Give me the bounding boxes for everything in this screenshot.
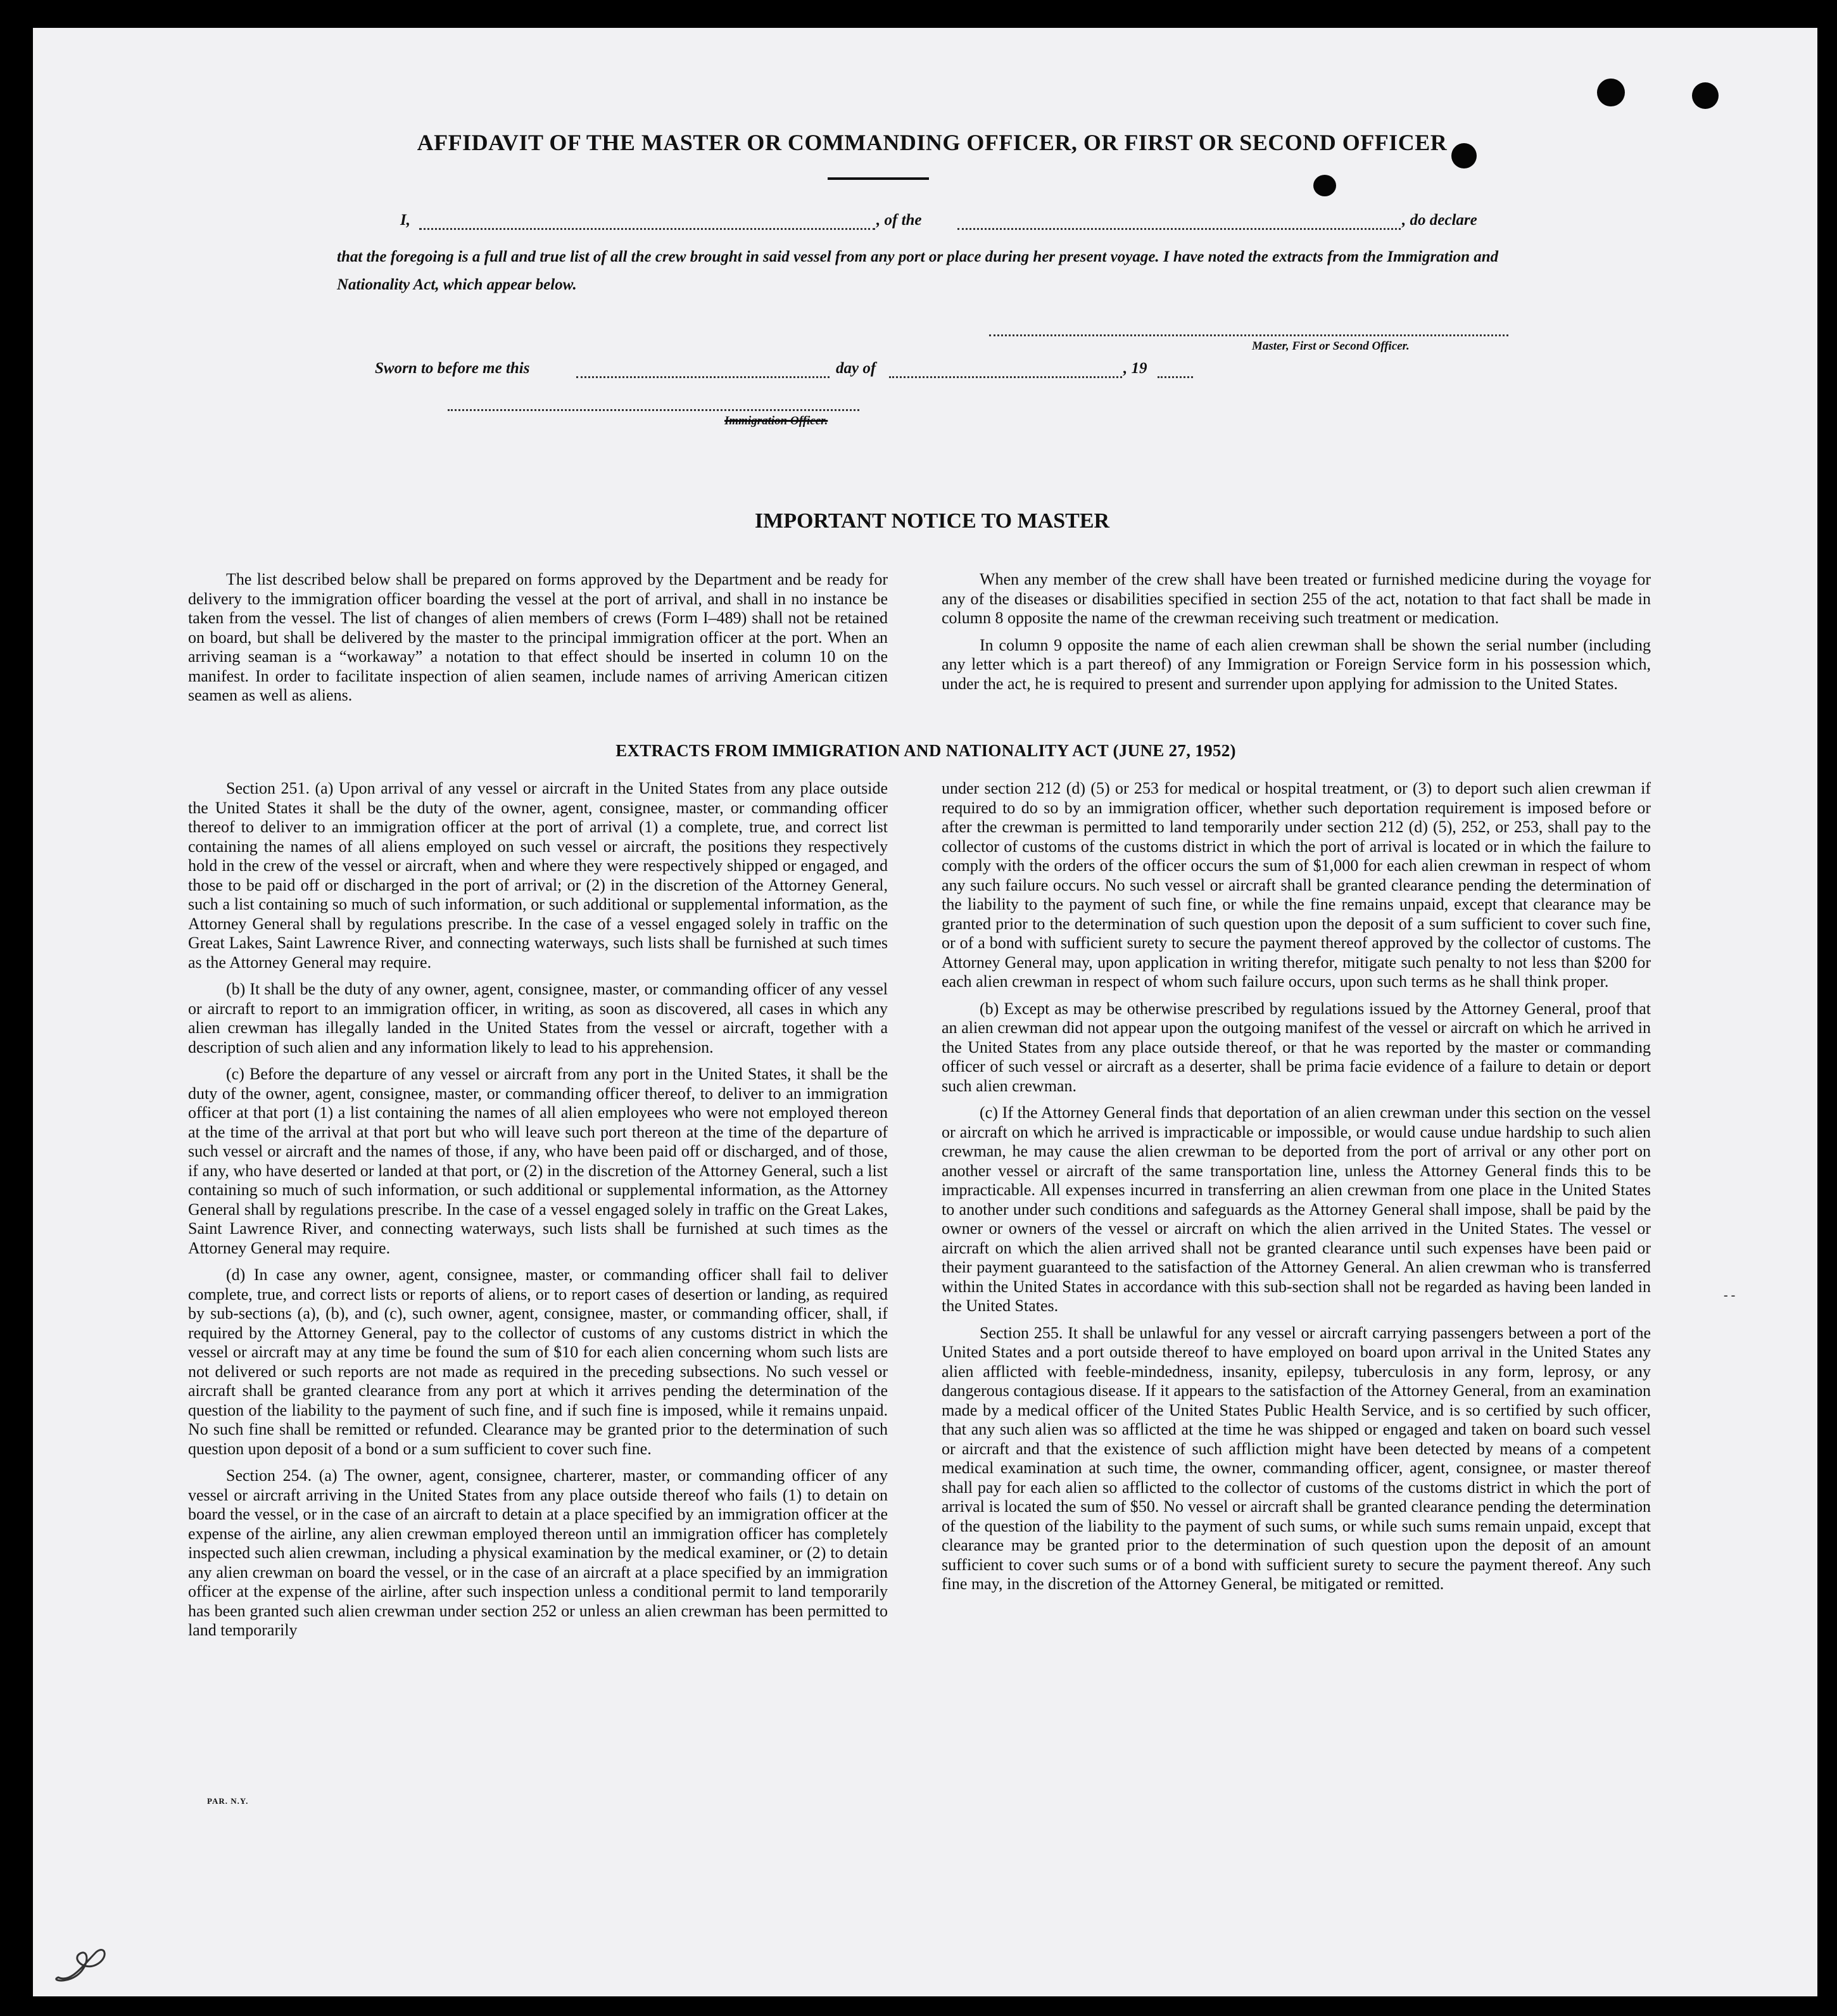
master-signature-line[interactable] — [989, 334, 1508, 336]
extract-paragraph: (c) If the Attorney General finds that deportation of an alien crewman under this section on the vessel or aircraft on which he arrived is impracticable or impossible, or would cause undue hardship to such alien crewman, he may cause the alien crewman to be deported from the port of arrival or any other port on another vessel or aircraft of the same transportation line, unless the Attorney General finds this to be impracticable. All expenses incurred in transferring an alien crewman from one place in the United States to another under such conditions and safeguards as the Attorney General shall impose, shall be paid by the owner or owners of the vessel or aircraft on which the alien arrived in the United States. The vessel or aircraft on which the alien arrived shall not be granted clearance until such expenses have been paid or their payment guaranteed to the satisfaction of the Attorney General. An alien crewman who is transferred within the United States in accordance with this sub-section shall not be regarded as having been landed in the United States. — [942, 1103, 1651, 1315]
document-page — [33, 28, 1817, 1996]
declaration-prefix: I, — [400, 212, 410, 229]
punch-hole-4 — [1313, 175, 1336, 196]
extract-paragraph: Section 254. (a) The owner, agent, consignee, charterer, master, or commanding officer of any vessel or aircraft arriving in the United States from any place outside thereof who fails (1) to detain on board the vessel, or in the case of an aircraft to detain at a place specified by an immigration officer at the expense of the airline, any alien crewman employed thereon until an immigration officer has completely inspected such alien crewman, including a physical examination by the medical examiner, or (2) to detain any alien crewman on board the vessel, or in the case of an aircraft at a place specified by an immigration officer at the expense of the airline, after such inspection unless a conditional permit to land temporarily has been granted such alien crewman under section 252 or unless an alien crewman has been permitted to land temporarily — [188, 1466, 888, 1639]
punch-hole-1 — [1597, 79, 1625, 106]
sworn-month-blank[interactable] — [889, 376, 1122, 378]
extract-paragraph: Section 255. It shall be unlawful for any vessel or aircraft carrying passengers between a port of the United States and a port outside thereof to have employed on board upon arrival in the United States any alien afflicted with feeble-mindedness, insanity, epilepsy, tuberculosis in any form, leprosy, or any dangerous contagious disease. If it appears to the satisfaction of the Attorney General, from an examination made by a medical officer of the United States Public Health Service, and is so certified by such officer, that any such alien was so afflicted at the time he was shipped or engaged and taken on board such vessel or aircraft and that the existence of such affliction might have been detected by means of a competent medical examination at such time, the owner, commanding officer, agent, consignee, or master thereof shall pay for each alien so afflicted to the collector of customs of the customs district in which the port of arrival is located the sum of $50. No vessel or aircraft shall be granted clearance pending the determination of the question of the liability to the payment of such sums, or while such sums remain unpaid, except that clearance may be granted prior to the determination of such question upon the deposit of an amount sufficient to cover such sums or of a bond with sufficient surety to secure the payment thereof. Any such fine may, in the discretion of the Attorney General, be mitigated or remitted. — [942, 1323, 1651, 1593]
sworn-prefix: Sworn to before me this — [375, 360, 530, 377]
notice-right-paragraph: In column 9 opposite the name of each alien crewman shall be shown the serial number (including any letter which is a part thereof) of any Immigration or Foreign Service form in his possession which, under the act, he is required to present and surrender upon applying for admission to the United States. — [942, 635, 1651, 693]
officer-signature-line[interactable] — [448, 409, 859, 411]
extract-paragraph: (b) It shall be the duty of any owner, agent, consignee, master, or commanding officer of any vessel or aircraft to report to an immigration officer, in writing, as soon as discovered, all cases in which any alien crewman has illegally landed in the United States from the vessel or aircraft, together with a description of such alien and any information likely to lead to his apprehension. — [188, 980, 888, 1056]
printer-mark: PAR. N.Y. — [207, 1796, 249, 1806]
affidavit-title: AFFIDAVIT OF THE MASTER OR COMMANDING OFFICER, OR FIRST OR SECOND OFFICER — [417, 130, 1448, 155]
title-rule — [828, 177, 929, 180]
extract-paragraph: (b) Except as may be otherwise prescribed by regulations issued by the Attorney General, proof that an alien crewman did not appear upon the outgoing manifest of the vessel or aircraft on which he arrived in the United States from any place outside thereof, or that he was reported by the master or commanding officer of such vessel or aircraft as a deserter, shall be prima facie evidence of a failure to detain or deport such alien crewman. — [942, 999, 1651, 1095]
extract-paragraph: under section 212 (d) (5) or 253 for medical or hospital treatment, or (3) to deport such alien crewman if required to do so by an immigration officer, whether such deportation requirement is imposed before or after the crewman is permitted to land temporarily under section 212 (d) (5), 252, or 253, shall pay to the collector of customs of the customs district in which the port of arrival is located or in which the failure to comply with the orders of the officer occurs the sum of $1,000 for each alien crewman in respect of whom any such failure occurs. No such vessel or aircraft shall be granted clearance pending the determination of the liability to the payment of such fine, or while the fine remains unpaid, except that clearance may be granted prior to the determination of such question upon the deposit of a sum sufficient to cover such fine, or of a bond with sufficient surety to secure the payment thereof approved by the collector of customs. The Attorney General may, upon application in writing therefor, mitigate such penalty to not less than $200 for each alien crewman in respect of whom such failure occurs, upon such terms as he shall think proper. — [942, 779, 1651, 991]
notice-right-column — [942, 570, 1651, 701]
notice-title: IMPORTANT NOTICE TO MASTER — [754, 509, 1110, 533]
margin-tick-mark: - - — [1724, 1288, 1736, 1302]
extracts-left-column — [188, 779, 888, 1648]
of-the-label: , of the — [876, 212, 922, 229]
handwritten-mark — [46, 1939, 115, 1990]
name-blank[interactable] — [419, 228, 875, 230]
do-declare-label: , do declare — [1402, 212, 1477, 229]
sworn-line — [375, 360, 1261, 388]
punch-hole-2 — [1692, 82, 1719, 109]
sworn-year-blank[interactable] — [1158, 376, 1193, 378]
year-prefix: , 19 — [1123, 360, 1147, 377]
extract-paragraph: Section 251. (a) Upon arrival of any vessel or aircraft in the United States from any place outside the United States it shall be the duty of the owner, agent, consignee, master, or commanding officer thereof to deliver to an immigration officer at the port of arrival (1) a complete, true, and correct list containing the names of all aliens employed on such vessel or aircraft, the positions they respectively hold in the crew of the vessel or aircraft, when and where they were respectively shipped or engaged, and those to be paid off or discharged in the port of arrival; or (2) in the discretion of the Attorney General, such a list containing so much of such information, or such additional or supplemental information, as the Attorney General shall by regulations prescribe. In the case of a vessel engaged solely in traffic on the Great Lakes, Saint Lawrence River, and connecting waterways, such lists shall be furnished at such times as the Attorney General may require. — [188, 779, 888, 972]
declaration-line — [400, 212, 1515, 239]
declaration-body: that the foregoing is a full and true list of all the crew brought in said vessel from any port or place during her present voyage. I have noted the extracts from the Immigration and Nationality Act, which appear below. — [337, 248, 1499, 293]
day-of-label: day of — [836, 360, 876, 377]
extract-paragraph: (d) In case any owner, agent, consignee, master, or commanding officer shall fail to deliver complete, true, and correct lists or reports of aliens, or to report cases of desertion or landing, as required by sub-sections (a), (b), and (c), such owner, agent, consignee, master, or commanding officer, shall, if required by the Attorney General, pay to the collector of customs of any customs district in which the vessel or aircraft may at any time be found the sum of $10 for each alien concerning whom such lists are not delivered or such reports are not made as required in the preceding subsections. No such vessel or aircraft shall be granted clearance from any port at which it arrives pending the determination of the question of the liability to the payment of such fine, and if such fine is imposed, while it remains unpaid. No such fine shall be remitted or refunded. Clearance may be granted prior to the determination of such question upon deposit of a bond or a sum sufficient to cover such fine. — [188, 1265, 888, 1458]
notice-left-paragraph: The list described below shall be prepared on forms approved by the Department and be ready for delivery to the immigration officer boarding the vessel at the port of arrival, and shall in no instance be taken from the vessel. The list of changes of alien members of crews (Form I–489) shall not be retained on board, but shall be delivered by the master to the principal immigration officer at the port. When an arriving seaman is a “workaway” a notation to that effect should be inserted in column 10 on the manifest. In order to facilitate inspection of alien seamen, include names of arriving American citizen seamen as well as aliens. — [188, 570, 888, 704]
master-signature-caption: Master, First or Second Officer. — [1252, 339, 1410, 353]
vessel-blank[interactable] — [957, 228, 1401, 230]
notice-left-column — [188, 570, 888, 713]
notice-right-paragraph: When any member of the crew shall have been treated or furnished medicine during the voyage for any of the diseases or disabilities specified in section 255 of the act, notation to that fact shall be made in column 8 opposite the name of the crewman receiving such treatment or medication. — [942, 570, 1651, 627]
officer-caption: Immigration Officer. — [724, 414, 828, 428]
extracts-title: EXTRACTS FROM IMMIGRATION AND NATIONALITY ACT (JUNE 27, 1952) — [615, 741, 1236, 760]
extracts-right-column — [942, 779, 1651, 1602]
sworn-day-blank[interactable] — [576, 376, 830, 378]
extract-paragraph: (c) Before the departure of any vessel or aircraft from any port in the United States, it shall be the duty of the owner, agent, consignee, master, or commanding officer thereof, to deliver to an immigration officer at that port (1) a list containing the names of all alien employees who were not employed thereon at the time of the arrival at that port but who will leave such port thereon at the time of the departure of such vessel or aircraft and the names of those, if any, who have been paid off or discharged, and of those, if any, who have deserted or landed at that port, or (2) in the discretion of the Attorney General, such a list containing so much of such information, or such additional or supplemental information, as the Attorney General shall by regulations prescribe. In the case of a vessel engaged solely in traffic on the Great Lakes, Saint Lawrence River, and connecting waterways, such lists shall be furnished at such times as the Attorney General may require. — [188, 1065, 888, 1257]
